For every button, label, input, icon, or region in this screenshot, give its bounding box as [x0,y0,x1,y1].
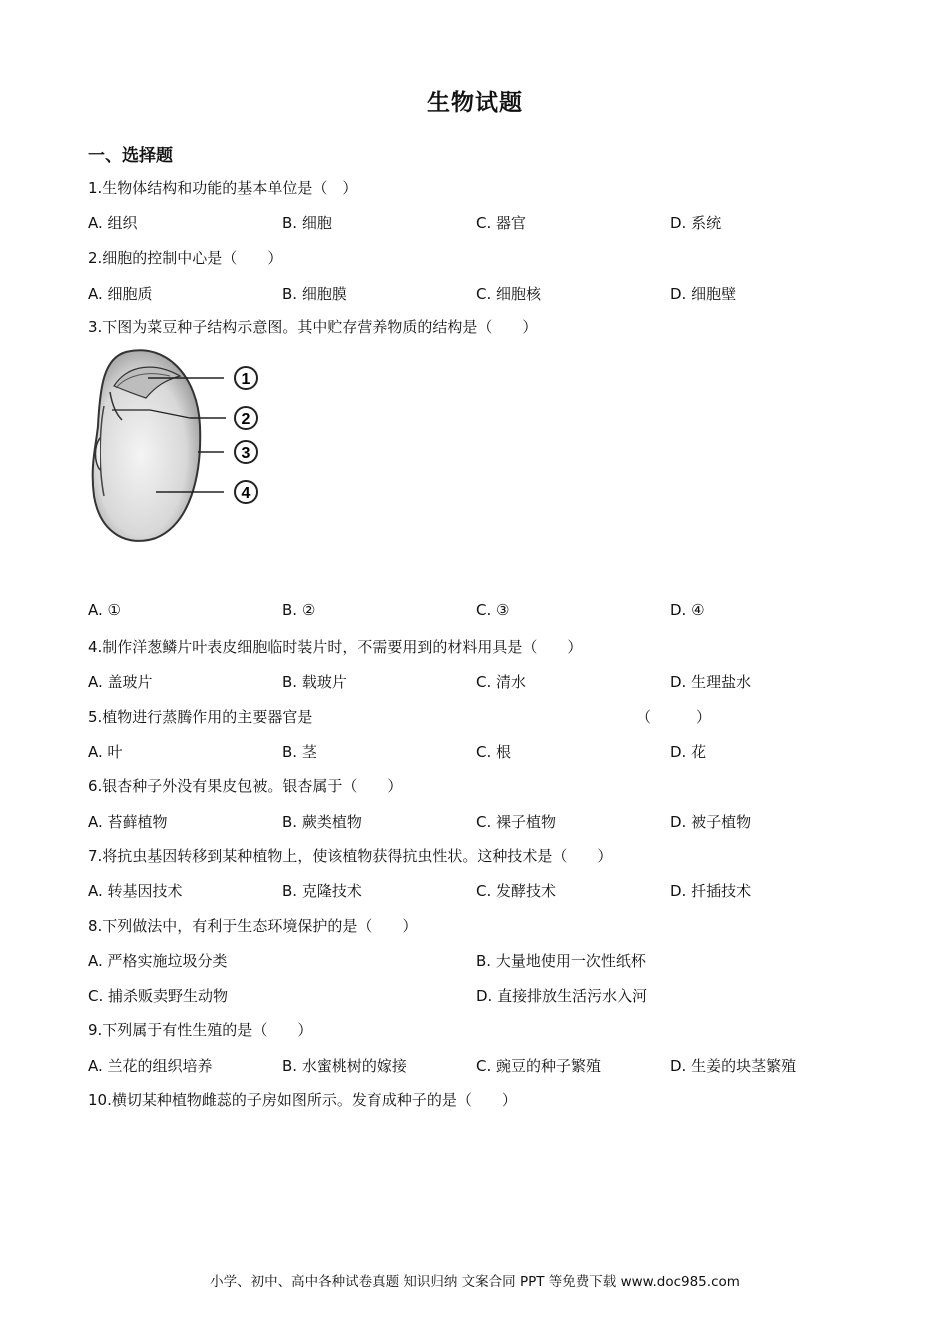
q1-option-a: A. 组织 [88,214,138,232]
question-3-stem: 3.下图为菜豆种子结构示意图。其中贮存营养物质的结构是（ ） [88,318,538,336]
q8-option-d: D. 直接排放生活污水入河 [476,987,648,1005]
q4-option-b: B. 载玻片 [282,673,347,691]
q8-option-c: C. 捕杀贩卖野生动物 [88,987,229,1005]
svg-text:4: 4 [241,485,251,502]
q5-option-b: B. 茎 [282,743,317,761]
q1-option-b: B. 细胞 [282,214,332,232]
section-heading: 一、选择题 [88,146,173,166]
q9-option-a: A. 兰花的组织培养 [88,1057,213,1075]
q3-option-a: A. ① [88,601,121,619]
question-5-blank: （ ） [636,708,712,726]
question-1-stem: 1.生物体结构和功能的基本单位是（ ） [88,179,358,197]
q6-option-b: B. 蕨类植物 [282,813,362,831]
q3-option-c: C. ③ [476,601,510,619]
q2-option-c: C. 细胞核 [476,285,542,303]
page-footer: 小学、初中、高中各种试卷真题 知识归纳 文案合同 PPT 等免费下载 www.doc985.com [210,1274,740,1290]
q4-option-d: D. 生理盐水 [670,673,752,691]
q1-option-c: C. 器官 [476,214,527,232]
q6-option-c: C. 裸子植物 [476,813,557,831]
q4-option-c: C. 清水 [476,673,527,691]
question-2-stem: 2.细胞的控制中心是（ ） [88,249,283,267]
q4-option-a: A. 盖玻片 [88,673,153,691]
svg-text:2: 2 [241,411,251,428]
q7-option-c: C. 发酵技术 [476,882,557,900]
q3-option-b: B. ② [282,601,316,619]
svg-text:1: 1 [241,371,251,388]
q3-option-d: D. ④ [670,601,705,619]
q5-option-c: C. 根 [476,743,512,761]
question-9-stem: 9.下列属于有性生殖的是（ ） [88,1021,313,1039]
question-10-stem: 10.横切某种植物雌蕊的子房如图所示。发育成种子的是（ ） [88,1091,517,1109]
q9-option-c: C. 豌豆的种子繁殖 [476,1057,602,1075]
q7-option-a: A. 转基因技术 [88,882,183,900]
question-8-stem: 8.下列做法中，有利于生态环境保护的是（ ） [88,917,418,935]
q9-option-d: D. 生姜的块茎繁殖 [670,1057,797,1075]
q2-option-a: A. 细胞质 [88,285,153,303]
svg-text:3: 3 [241,445,251,462]
page-title: 生物试题 [427,90,523,116]
q5-option-a: A. 叶 [88,743,123,761]
q9-option-b: B. 水蜜桃树的嫁接 [282,1057,407,1075]
bean-seed-diagram [86,346,266,546]
q2-option-d: D. 细胞壁 [670,285,737,303]
q6-option-a: A. 苔藓植物 [88,813,168,831]
q7-option-b: B. 克隆技术 [282,882,362,900]
q8-option-b: B. 大量地使用一次性纸杯 [476,952,646,970]
question-7-stem: 7.将抗虫基因转移到某种植物上，使该植物获得抗虫性状。这种技术是（ ） [88,847,613,865]
q7-option-d: D. 扦插技术 [670,882,752,900]
q6-option-d: D. 被子植物 [670,813,752,831]
q2-option-b: B. 细胞膜 [282,285,347,303]
q5-option-d: D. 花 [670,743,707,761]
question-6-stem: 6.银杏种子外没有果皮包被。银杏属于（ ） [88,777,403,795]
question-5-stem: 5.植物进行蒸腾作用的主要器官是 [88,708,313,726]
q8-option-a: A. 严格实施垃圾分类 [88,952,228,970]
q1-option-d: D. 系统 [670,214,722,232]
question-4-stem: 4.制作洋葱鳞片叶表皮细胞临时装片时，不需要用到的材料用具是（ ） [88,638,583,656]
